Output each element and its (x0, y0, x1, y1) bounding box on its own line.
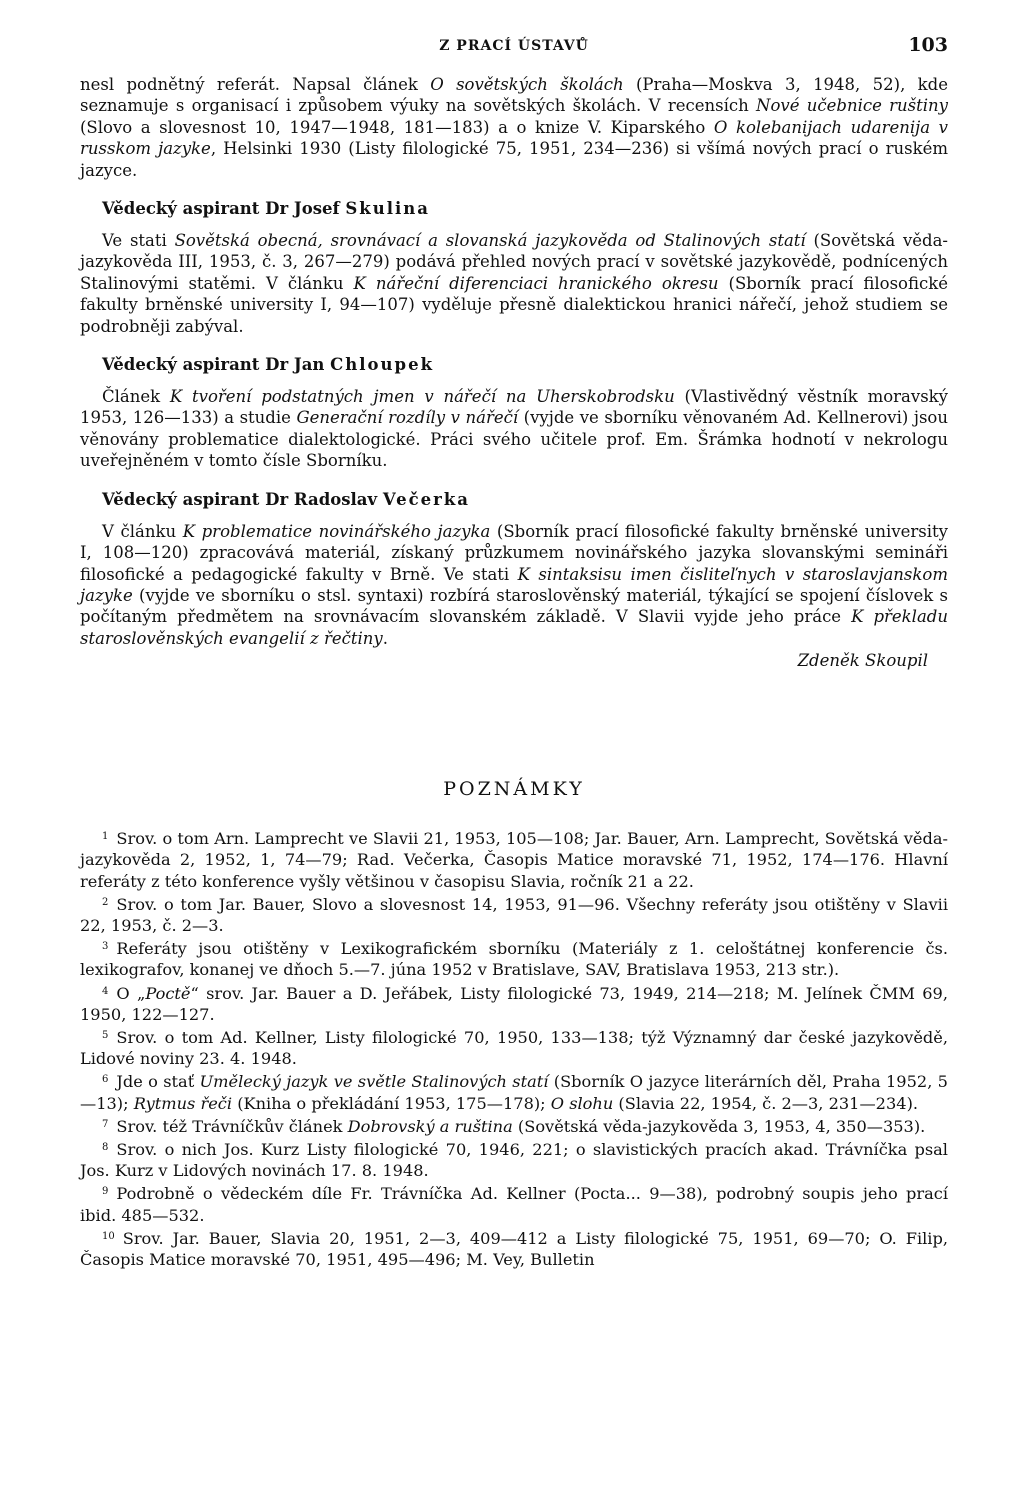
text-run: Srov. o nich Jos. Kurz Listy filologické 70, 1946, 221; o slavistických pracích akad. Trávníčka psal Jos. Kurz v Lidových novinách 17. 8. 1948. (80, 1139, 948, 1181)
text-run: Ve stati (102, 231, 175, 251)
footnote-number: 4 (102, 985, 109, 997)
work-title: K problematice novinářského jazyka (182, 521, 491, 541)
footnote (80, 981, 948, 1025)
footnote (80, 826, 948, 892)
text-run: “ srov. Jar. Bauer a D. Jeřábek, Listy filologické 73, 1949, 214—218; M. Jelínek ČMM 69, 1950, 122—127. (80, 983, 948, 1024)
text-run: (Praha—Moskva 3, 1948, 52), kde seznamuje s organisací i způsobem výuky na sovětských školách. V recensích (80, 75, 949, 116)
page-header (80, 34, 948, 64)
footnote-number: 6 (102, 1074, 109, 1086)
text-run: (Sovětská věda-jazykověda 3, 1953, 4, 350—353). (512, 1116, 926, 1136)
notes-heading: POZNÁMKY (443, 778, 585, 801)
footnote-number: 7 (102, 1118, 109, 1130)
work-title: Dobrovský a ruština (347, 1116, 513, 1136)
work-title: Sovětská obecná, srovnávací a slovanská jazykověda od Stalinových statí (174, 231, 806, 251)
intro-paragraph (80, 74, 948, 181)
page (80, 34, 948, 1270)
text-run: . (382, 628, 388, 648)
text-run: Srov. též Trávníčkův článek (116, 1116, 348, 1136)
footnote-number: 5 (102, 1029, 109, 1041)
footnote (80, 1069, 948, 1113)
work-title: Poctě (145, 983, 191, 1003)
text-run: (vyjde ve sborníku o stsl. syntaxi) rozbírá staroslověnský materiál, týkající se spojení číslovek s počítaným předmětem na srovnávacím slovanském základě. V Slavii vyjde jeho práce (80, 585, 948, 627)
text-run: O „ (116, 983, 146, 1003)
work-title: Umělecký jazyk ve světle Stalinových statí (199, 1072, 549, 1092)
text-run: V článku (102, 521, 183, 541)
footnote-number: 10 (102, 1230, 115, 1242)
work-title: Rytmus řeči (133, 1093, 233, 1113)
heading-prefix: Vědecký aspirant Dr Josef (102, 199, 346, 219)
heading-name: Skulina (345, 199, 430, 219)
section-heading-skulina (102, 199, 948, 218)
work-title: Nové učebnice ruštiny (756, 96, 949, 116)
text-run: Referáty jsou otištěny v Lexikografickém sborníku (Materiály z 1. celoštátnej konferencie čs. lexikografov, konanej ve dňoch 5.—7. júna 1952 v Bratislave, SAV, Bratislava 1953, 213 str.). (80, 939, 948, 980)
footnote (80, 1114, 948, 1137)
work-title: K tvoření podstatných jmen v nářečí na Uherskobrodsku (169, 387, 675, 407)
footnote (80, 892, 948, 936)
work-title: Generační rozdíly v nářečí (296, 408, 519, 428)
text-run: Srov. o tom Ad. Kellner, Listy filologické 70, 1950, 133—138; týž Významný dar české jazykovědě, Lidové noviny 23. 4. 1948. (80, 1027, 948, 1069)
heading-prefix: Vědecký aspirant Dr Radoslav (102, 489, 383, 509)
work-title: O slohu (550, 1093, 614, 1113)
footnote (80, 1226, 948, 1270)
text-run: (Vlastivědný věstník moravský 1953, 126—133) a studie (80, 387, 948, 428)
footnote-number: 3 (102, 941, 109, 953)
text-run: Podrobně o vědeckém díle Fr. Trávníčka Ad. Kellner (Pocta... 9—38), podrobný soupis jeho prací ibid. 485—532. (80, 1184, 948, 1225)
section-heading-chloupek (102, 355, 948, 374)
heading-prefix: Vědecký aspirant Dr Jan (102, 355, 331, 375)
work-title: O sovětských školách (430, 75, 624, 94)
text-run: Jde o stať (116, 1072, 200, 1092)
footnote (80, 1025, 948, 1069)
section-paragraph-skulina (80, 230, 948, 337)
section-paragraph-vecerka (80, 521, 948, 649)
footnote (80, 1137, 948, 1181)
work-title: O kolebanijach udarenija v russkom jazyke (80, 117, 949, 159)
text-run: nesl podnětný referát. Napsal článek (80, 75, 431, 94)
heading-name: Chloupek (330, 355, 435, 375)
footnote-number: 9 (102, 1186, 109, 1198)
text-run: (Slavia 22, 1954, č. 2—3, 231—234). (613, 1093, 919, 1113)
work-title: K sintaksisu imen čisliteľnych v staroslavjanskom jazyke (80, 564, 948, 605)
text-run: Srov. o tom Arn. Lamprecht ve Slavii 21, 1953, 105—108; Jar. Bauer, Arn. Lamprecht, Sovětská věda-jazykověda 2, 1952, 1, 74—79; Rad. Večerka, Časopis Matice moravské 71, 1952, 174—176. Hlavní referáty z této konference vyšly většinou v časopisu Slavia, ročník 21 a 22. (80, 829, 948, 891)
footnote-number: 1 (102, 831, 109, 843)
text-run: Srov. Jar. Bauer, Slavia 20, 1951, 2—3, 409—412 a Listy filologické 75, 1951, 69—70; O. Filip, Časopis Matice moravské 70, 1951, 495—496; M. Vey, Bulletin (80, 1228, 948, 1269)
text-run: (Sborník prací filosofické fakulty brněnské university I, 94—107) vyděluje přesně dialektickou hranici nářečí, jehož studiem se podrobněji zabýval. (80, 273, 949, 336)
text-run: Článek (102, 387, 170, 407)
text-run: (Sborník prací filosofické fakulty brněnské university I, 108—120) zpracovává materiál, získaný průzkumem novinářského jazyka slovanskými semináři filosofické a pedagogické fakulty v Brně. Ve stati (80, 521, 948, 584)
heading-name: Večerka (382, 489, 470, 509)
work-title: K překladu staroslověnských evangelií z řečtiny (80, 607, 948, 648)
notes-list (80, 826, 948, 1270)
text-run: , Helsinki 1930 (Listy filologické 75, 1951, 234—236) si všímá nových prací o ruském jazyce. (80, 139, 948, 180)
text-run: (Slovo a slovesnost 10, 1947—1948, 181—183) a o knize V. Kiparského (80, 117, 714, 137)
text-run: (Sborník O jazyce literárních děl, Praha 1952, 5—13); (80, 1072, 948, 1113)
footnote (80, 1181, 948, 1225)
text-run: (vyjde ve sborníku věnovaném Ad. Kellnerovi) jsou věnovány problematice dialektologické. Práci svého učitele prof. Em. Šrámka hodnotí v nekrologu uveřejněném v tomto čísle Sborníku. (80, 408, 948, 471)
section-paragraph-chloupek (80, 386, 948, 472)
author-signature: Zdeněk Skoupil (797, 651, 928, 671)
footnote-number: 2 (102, 896, 109, 908)
running-title: Z PRACÍ ÚSTAVŮ (439, 38, 589, 54)
text-run: (Kniha o překládání 1953, 175—178); (232, 1093, 551, 1113)
text-run: (Sovětská věda-jazykověda III, 1953, č. 3, 267—279) podává přehled nových prací v sovětské jazykovědě, podnícených Stalinovými statěmi. V článku (80, 231, 949, 293)
footnote (80, 936, 948, 980)
section-heading-vecerka (102, 490, 948, 509)
text-run: Srov. o tom Jar. Bauer, Slovo a slovesnost 14, 1953, 91—96. Všechny referáty jsou otištěny v Slavii 22, 1953, č. 2—3. (80, 894, 948, 935)
work-title: K nářeční diferenciaci hranického okresu (353, 273, 719, 293)
footnote-number: 8 (102, 1141, 109, 1153)
page-number: 103 (908, 34, 948, 56)
